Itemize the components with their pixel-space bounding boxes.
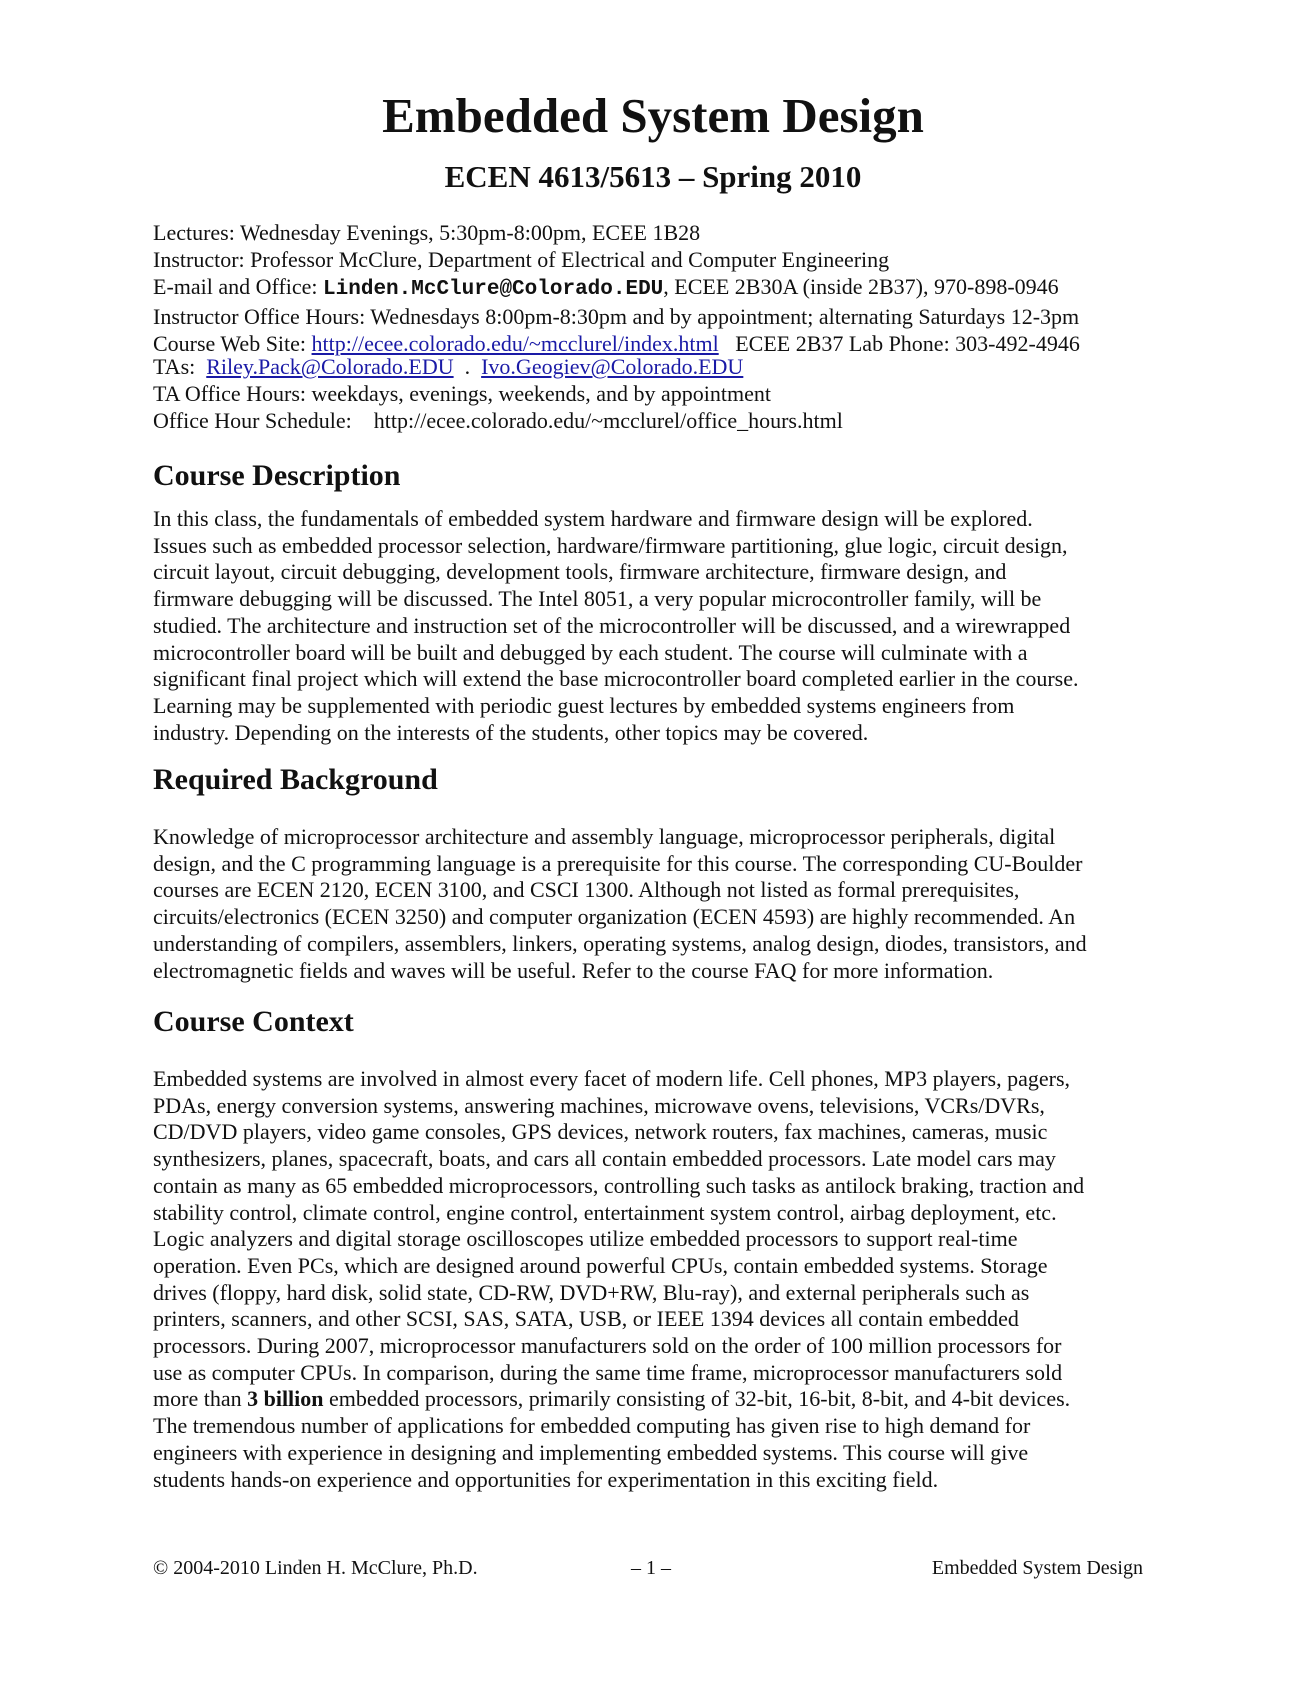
context-paragraph	[153, 1066, 1153, 1493]
description-paragraph	[153, 506, 1153, 746]
text-line: circuit layout, circuit debugging, development tools, firmware architecture, firmware design, and	[153, 559, 1007, 585]
text-line: students hands-on experience and opportunities for experimentation in this exciting field.	[153, 1466, 939, 1492]
text-line: contain as many as 65 embedded microprocessors, controlling such tasks as antilock braking, traction and	[153, 1172, 1085, 1198]
instructor-email[interactable]: Linden.McClure@Colorado.EDU	[323, 278, 664, 301]
email-office-line	[153, 273, 1283, 303]
tas-label: TAs:	[153, 354, 207, 379]
section-heading-background: Required Background	[153, 763, 438, 796]
instructor-line: Instructor: Professor McClure, Department of Electrical and Computer Engineering	[153, 247, 890, 272]
ta-office-hours-line: TA Office Hours: weekdays, evenings, weekends, and by appointment	[153, 381, 771, 406]
lectures-line: Lectures: Wednesday Evenings, 5:30pm-8:00pm, ECEE 1B28	[153, 220, 701, 245]
text-line: The tremendous number of applications for embedded computing has given rise to high demand for	[153, 1413, 1031, 1439]
text-line: printers, scanners, and other SCSI, SAS, SATA, USB, or IEEE 1394 devices all contain embedded	[153, 1306, 1019, 1332]
footer-copyright: © 2004-2010 Linden H. McClure, Ph.D.	[153, 1557, 478, 1579]
ta-info-block	[153, 353, 1283, 434]
text-line: industry. Depending on the interests of the students, other topics may be covered.	[153, 719, 869, 745]
text-line: Issues such as embedded processor selection, hardware/firmware partitioning, glue logic, circuit design,	[153, 532, 1068, 558]
course-web-link[interactable]: http://ecee.colorado.edu/~mcclurel/index.html	[311, 331, 719, 356]
office-hours-line: Instructor Office Hours: Wednesdays 8:00pm-8:30pm and by appointment; alternating Saturdays 12-3pm	[153, 304, 1080, 329]
ta-separator: .	[453, 354, 482, 379]
background-paragraph	[153, 824, 1153, 984]
text-line: courses are ECEN 2120, ECEN 3100, and CSCI 1300. Although not listed as formal prerequisites,	[153, 877, 1020, 903]
bold-emphasis: 3 billion	[247, 1386, 324, 1412]
text-line	[153, 1386, 1153, 1413]
text-line: engineers with experience in designing and implementing embedded systems. This course will give	[153, 1439, 1029, 1465]
web-label: Course Web Site:	[153, 331, 312, 356]
text-line: firmware debugging will be discussed. The Intel 8051, a very popular microcontroller family, will be	[153, 586, 1042, 612]
text-line: CD/DVD players, video game consoles, GPS devices, network routers, fax machines, cameras, music	[153, 1119, 1048, 1145]
tas-line	[153, 353, 1283, 380]
text-line: Learning may be supplemented with periodic guest lectures by embedded systems engineers from	[153, 692, 1015, 718]
text-line: Embedded systems are involved in almost every facet of modern life. Cell phones, MP3 players, pagers,	[153, 1066, 1071, 1091]
text-line: microcontroller board will be built and debugged by each student. The course will culminate with a	[153, 639, 1028, 665]
document-subtitle: ECEN 4613/5613 – Spring 2010	[444, 159, 862, 194]
text-line: design, and the C programming language is a prerequisite for this course. The corresponding CU-Boulder	[153, 850, 1083, 876]
text-line: Knowledge of microprocessor architecture and assembly language, microprocessor peripherals, digital	[153, 824, 1056, 849]
page-footer	[153, 1554, 1143, 1584]
document-title: Embedded System Design	[382, 88, 924, 143]
text-line: stability control, climate control, engine control, entertainment system control, airbag deployment, etc.	[153, 1199, 1057, 1225]
text-line: synthesizers, planes, spacecraft, boats, and cars all contain embedded processors. Late model cars may	[153, 1146, 1056, 1172]
footer-title: Embedded System Design	[931, 1557, 1143, 1579]
lab-phone-text: ECEE 2B37 Lab Phone: 303-492-4946	[718, 331, 1080, 356]
footer-page-number: – 1 –	[631, 1557, 671, 1579]
text-line: studied. The architecture and instruction set of the microcontroller will be discussed, and a wirewrapped	[153, 612, 1071, 638]
text-fragment: more than	[153, 1386, 248, 1412]
text-line: electromagnetic fields and waves will be useful. Refer to the course FAQ for more information.	[153, 957, 994, 983]
text-line: understanding of compilers, assemblers, linkers, operating systems, analog design, diodes, transistors, and	[153, 930, 1087, 956]
text-line: use as computer CPUs. In comparison, during the same time frame, microprocessor manufacturers sold	[153, 1359, 1063, 1385]
text-line: In this class, the fundamentals of embedded system hardware and firmware design will be explored.	[153, 506, 1033, 531]
text-fragment: embedded processors, primarily consisting of 32-bit, 16-bit, 8-bit, and 4-bit devices.	[323, 1386, 1071, 1412]
email-label: E-mail and Office:	[153, 274, 324, 299]
text-line: drives (floppy, hard disk, solid state, CD-RW, DVD+RW, Blu-ray), and external peripherals such as	[153, 1279, 1030, 1305]
text-line: circuits/electronics (ECEN 3250) and computer organization (ECEN 4593) are highly recommended. An	[153, 904, 1076, 930]
section-heading-context: Course Context	[153, 1005, 354, 1038]
section-heading-description: Course Description	[153, 459, 401, 492]
text-line: significant final project which will extend the base microcontroller board completed earlier in the course.	[153, 666, 1079, 692]
office-hour-schedule-line: Office Hour Schedule: http://ecee.colorado.edu/~mcclurel/office_hours.html	[153, 408, 843, 433]
ta-email-link-1[interactable]: Riley.Pack@Colorado.EDU	[206, 354, 454, 379]
text-line: operation. Even PCs, which are designed around powerful CPUs, contain embedded systems. Storage	[153, 1252, 1048, 1278]
text-line: processors. During 2007, microprocessor manufacturers sold on the order of 100 million processors for	[153, 1333, 1062, 1359]
text-line: PDAs, energy conversion systems, answering machines, microwave ovens, televisions, VCRs/DVRs,	[153, 1092, 1045, 1118]
text-line: Logic analyzers and digital storage oscilloscopes utilize embedded processors to support real-time	[153, 1226, 1018, 1252]
office-text: , ECEE 2B30A (inside 2B37), 970-898-0946	[663, 274, 1059, 299]
ta-email-link-2[interactable]: Ivo.Geogiev@Colorado.EDU	[481, 354, 744, 379]
course-info-block	[153, 219, 1283, 357]
